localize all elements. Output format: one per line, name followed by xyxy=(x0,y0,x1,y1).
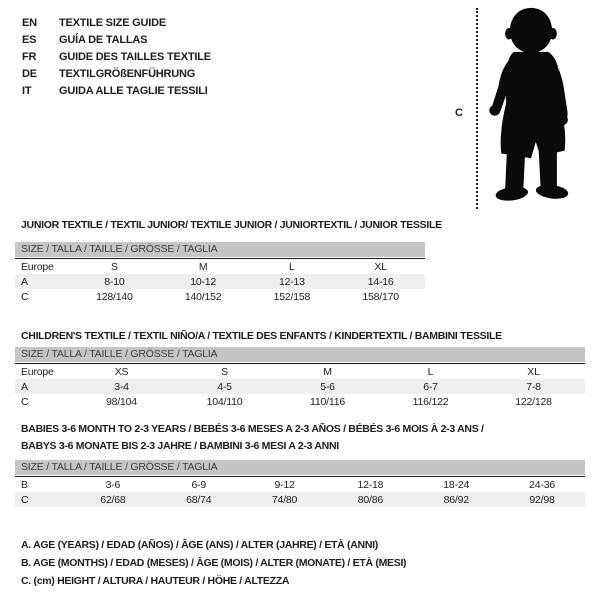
table-row xyxy=(15,259,425,274)
section-title-babies xyxy=(21,421,484,455)
cell: 122/128 xyxy=(515,395,552,408)
section-title-line: BABIES 3-6 MONTH TO 2-3 YEARS / BEBÉS 3-6 MESES A 2-3 AÑOS / BÉBÉS 3-6 MOIS À 2-3 ANS / xyxy=(21,423,484,435)
size-table-babies xyxy=(15,460,585,507)
cell: 74/80 xyxy=(271,493,298,506)
cell: 3-6 xyxy=(105,478,121,491)
cell: 86/92 xyxy=(443,493,469,506)
cell: 110/116 xyxy=(310,395,345,408)
footnotes xyxy=(21,536,406,590)
cell: 7-8 xyxy=(526,380,541,393)
cell: 9-12 xyxy=(274,478,295,491)
row-label: C xyxy=(21,290,29,303)
cell: 98/104 xyxy=(106,395,137,408)
language-title: GUIDE DES TAILLES TEXTILE xyxy=(59,51,211,63)
size-figure-area xyxy=(440,0,600,215)
table-row xyxy=(15,477,585,492)
cell: 5-6 xyxy=(320,380,335,393)
section-title-children: CHILDREN'S TEXTILE / TEXTIL NIÑO/A / TEXTILE DES ENFANTS / KINDERTEXTIL / BAMBINI TESSILE xyxy=(21,330,502,342)
cell: XS xyxy=(114,365,129,378)
table-row xyxy=(15,379,585,394)
baby-silhouette-icon xyxy=(483,4,579,210)
footnote-b: B. AGE (MONTHS) / EDAD (MESES) / ÂGE (MOIS) / ALTER (MONATE) / ETÀ (MESI) xyxy=(21,557,407,569)
language-row-fr xyxy=(22,49,211,66)
cell: 140/152 xyxy=(184,290,222,303)
cell: 24-36 xyxy=(529,478,555,491)
footnote-c: C. (cm) HEIGHT / ALTURA / HAUTEUR / HÖHE / ALTEZZA xyxy=(21,575,290,587)
row-label: Europe xyxy=(21,365,54,378)
cell: L xyxy=(289,260,295,273)
size-table-children xyxy=(15,347,585,409)
cell: 8-10 xyxy=(104,275,125,288)
language-row-es xyxy=(22,32,211,49)
row-label: A xyxy=(21,380,28,393)
cell: 12-13 xyxy=(278,275,305,288)
cell: 14-16 xyxy=(367,275,394,288)
height-measure-label: C xyxy=(455,107,463,119)
table-row xyxy=(15,364,585,379)
table-row xyxy=(15,492,585,507)
cell: 3-4 xyxy=(114,380,129,393)
cell: M xyxy=(198,260,208,273)
language-title: TEXTILGRÖßENFÜHRUNG xyxy=(59,68,196,80)
language-row-de xyxy=(22,66,211,83)
language-code: IT xyxy=(22,85,32,97)
cell: 6-7 xyxy=(423,380,438,393)
cell: S xyxy=(221,365,228,378)
cell: L xyxy=(427,365,434,378)
cell: 10-12 xyxy=(190,275,217,288)
cell: 6-9 xyxy=(191,478,207,491)
cell: 116/122 xyxy=(412,395,449,408)
row-label: Europe xyxy=(21,260,54,273)
cell: 4-5 xyxy=(217,380,232,393)
size-header-bar: SIZE / TALLA / TAILLE / GRÖSSE / TAGLIA xyxy=(15,242,425,257)
cell: 158/170 xyxy=(362,290,399,303)
cell: XL xyxy=(374,260,387,273)
cell: 80/86 xyxy=(357,493,384,506)
cell: 152/158 xyxy=(273,290,311,303)
cell: S xyxy=(110,260,118,273)
language-code: DE xyxy=(22,68,37,80)
cell: 12-18 xyxy=(357,478,384,491)
cell: M xyxy=(323,365,332,378)
language-code: EN xyxy=(22,17,37,29)
language-code: FR xyxy=(22,51,37,63)
footnote-a: A. AGE (YEARS) / EDAD (AÑOS) / ÂGE (ANS) / ALTER (JAHRE) / ETÀ (ANNI) xyxy=(21,539,378,551)
section-title-line: BABYS 3-6 MONATE BIS 2-3 JAHRE / BAMBINI 3-6 MESI A 2-3 ANNI xyxy=(21,440,339,452)
size-header-bar: SIZE / TALLA / TAILLE / GRÖSSE / TAGLIA xyxy=(15,347,585,362)
cell: 68/74 xyxy=(186,493,212,506)
row-label: B xyxy=(21,478,28,491)
cell: 62/68 xyxy=(100,493,126,506)
language-row-en xyxy=(22,15,211,32)
table-row xyxy=(15,289,425,304)
table-row xyxy=(15,274,425,289)
cell: XL xyxy=(527,365,540,378)
row-label: A xyxy=(21,275,28,288)
language-guide xyxy=(22,15,211,100)
table-row xyxy=(15,394,585,409)
height-measure-dotted-line xyxy=(476,8,478,209)
size-table-junior xyxy=(15,242,425,304)
language-row-it xyxy=(22,83,211,100)
row-label: C xyxy=(21,493,29,506)
language-code: ES xyxy=(22,34,37,46)
section-title-junior: JUNIOR TEXTILE / TEXTIL JUNIOR/ TEXTILE JUNIOR / JUNIORTEXTIL / JUNIOR TESSILE xyxy=(21,219,442,231)
cell: 18-24 xyxy=(443,478,470,491)
language-title: GUÍA DE TALLAS xyxy=(59,34,148,46)
language-title: TEXTILE SIZE GUIDE xyxy=(59,17,167,29)
language-title: GUIDA ALLE TAGLIE TESSILI xyxy=(59,85,208,97)
cell: 92/98 xyxy=(529,493,555,506)
size-header-bar: SIZE / TALLA / TAILLE / GRÖSSE / TAGLIA xyxy=(15,460,585,475)
cell: 104/110 xyxy=(206,395,243,408)
cell: 128/140 xyxy=(96,290,133,303)
row-label: C xyxy=(21,395,29,408)
